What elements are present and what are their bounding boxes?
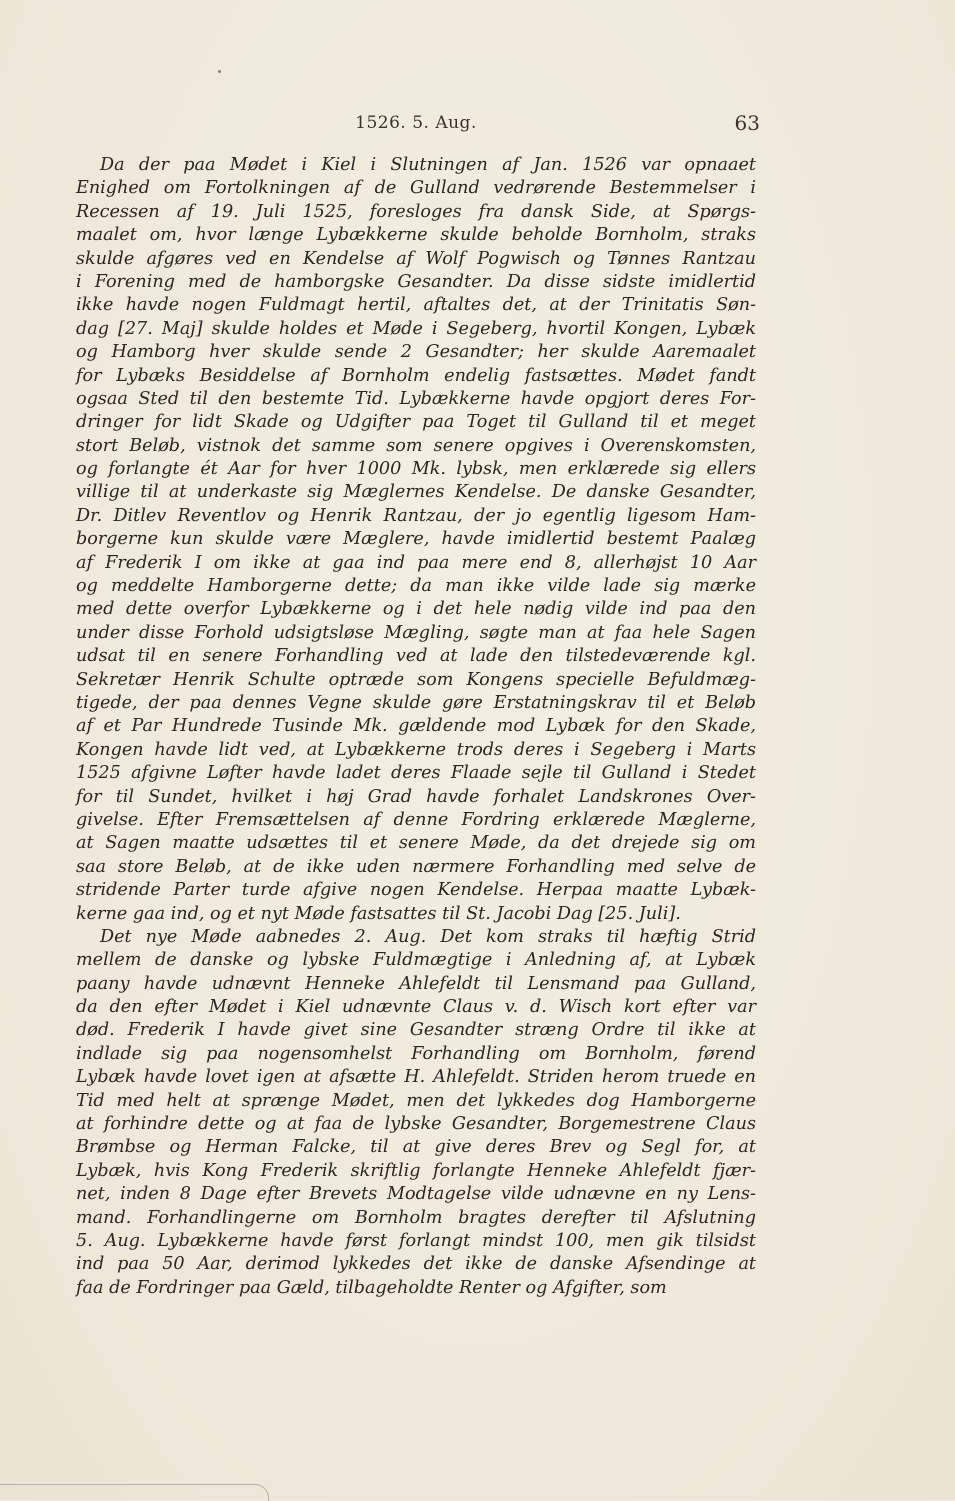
page-edge-curl	[246, 1484, 269, 1501]
text-line: udsat til en senere Forhandling ved at lade den tilstedeværende kgl.	[76, 646, 756, 667]
text-line: borgerne kun skulde være Mæglere, havde imidlertid bestemt Paalæg	[76, 529, 756, 550]
text-line: Dr. Ditlev Reventlov og Henrik Rantzau, der jo egentlig ligesom Ham-	[76, 505, 756, 526]
text-line: død. Frederik I havde givet sine Gesandter stræng Ordre til ikke at	[76, 1020, 756, 1041]
text-line: Tid med helt at sprænge Mødet, men det lykkedes dog Hamborgerne	[76, 1090, 756, 1111]
text-line: mand. Forhandlingerne om Bornholm bragtes derefter til Afslutning	[76, 1207, 756, 1228]
text-line: tigede, der paa dennes Vegne skulde gøre Erstatningskrav til et Beløb	[76, 692, 756, 713]
text-line: indlade sig paa nogensomhelst Forhandling om Bornholm, førend	[76, 1043, 756, 1064]
text-line: af Frederik I om ikke at gaa ind paa mere end 8, allerhøjst 10 Aar	[76, 552, 756, 573]
text-line: maalet om, hvor længe Lybækkerne skulde beholde Bornholm, straks	[76, 225, 756, 246]
text-line: stort Beløb, vistnok det samme som senere opgives i Overenskomsten,	[76, 435, 756, 456]
running-head: 1526. 5. Aug.	[355, 113, 477, 133]
text-line: Sekretær Henrik Schulte optræde som Kongens specielle Befuldmæg-	[76, 669, 756, 690]
text-line: ikke havde nogen Fuldmagt hertil, aftaltes det, at der Trinitatis Søn-	[76, 295, 756, 316]
text-line: 1525 afgivne Løfter havde ladet deres Flaade sejle til Gulland i Stedet	[76, 763, 756, 784]
text-line: Lybæk, hvis Kong Frederik skriftlig forlangte Henneke Ahlefeldt fjær-	[76, 1160, 756, 1181]
text-line: Da der paa Mødet i Kiel i Slutningen af Jan. 1526 var opnaaet	[100, 155, 756, 175]
page-header	[76, 111, 760, 139]
text-line: saa store Beløb, at de ikke uden nærmere Forhandling med selve de	[76, 856, 756, 877]
text-line: Recessen af 19. Juli 1525, foresloges fra dansk Side, at Spørgs-	[76, 201, 756, 222]
text-line: da den efter Mødet i Kiel udnævnte Claus v. d. Wisch kort efter var	[76, 997, 756, 1018]
text-line: 5. Aug. Lybækkerne havde først forlangt mindst 100, men gik tilsidst	[76, 1230, 756, 1251]
text-line: at Sagen maatte udsættes til et senere Møde, da det drejede sig om	[76, 833, 756, 854]
text-line: med dette overfor Lybækkerne og i det hele nødig vilde ind paa den	[76, 599, 756, 620]
text-line: og meddelte Hamborgerne dette; da man ikke vilde lade sig mærke	[76, 576, 756, 597]
text-line: paany havde udnævnt Henneke Ahlefeldt til Lensmand paa Gulland,	[76, 973, 756, 994]
text-line: givelse. Efter Fremsættelsen af denne Fordring erklærede Mæglerne,	[76, 809, 756, 830]
text-line: net, inden 8 Dage efter Brevets Modtagelse vilde udnævne en ny Lens-	[76, 1184, 756, 1205]
text-line: Lybæk havde lovet igen at afsætte H. Ahlefeldt. Striden herom truede en	[76, 1067, 756, 1088]
text-line: skulde afgøres ved en Kendelse af Wolf Pogwisch og Tønnes Rantzau	[76, 248, 756, 269]
text-line: ind paa 50 Aar, derimod lykkedes det ikke de danske Afsendinge at	[76, 1254, 756, 1275]
body-text	[76, 154, 756, 1300]
text-line: faa de Fordringer paa Gæld, tilbageholdte Renter og Afgifter, som	[76, 1277, 667, 1298]
text-line: og forlangte ét Aar for hver 1000 Mk. lybsk, men erklærede sig ellers	[76, 459, 756, 480]
text-line: stridende Parter turde afgive nogen Kendelse. Herpaa maatte Lybæk-	[76, 880, 756, 901]
text-line: kerne gaa ind, og et nyt Møde fastsattes til St. Jacobi Dag [25. Juli].	[76, 903, 681, 924]
text-line: ogsaa Sted til den bestemte Tid. Lybækkerne havde opgjort deres For-	[76, 388, 756, 409]
text-line: dag [27. Maj] skulde holdes et Møde i Segeberg, hvortil Kongen, Lybæk	[76, 318, 756, 339]
text-line: Kongen havde lidt ved, at Lybækkerne trods deres i Segeberg i Marts	[76, 739, 756, 760]
text-line: dringer for lidt Skade og Udgifter paa Toget til Gulland til et meget	[76, 412, 756, 433]
text-line: for Lybæks Besiddelse af Bornholm endelig fastsættes. Mødet fandt	[76, 365, 756, 386]
text-line: at forhindre dette og at faa de lybske Gesandter, Borgemestrene Claus	[76, 1114, 756, 1135]
text-line: villige til at underkaste sig Mæglernes Kendelse. De danske Gesandter,	[76, 482, 756, 503]
text-line: og Hamborg hver skulde sende 2 Gesandter; her skulde Aaremaalet	[76, 342, 756, 363]
page-number: 63	[734, 111, 760, 135]
text-line: af et Par Hundrede Tusinde Mk. gældende mod Lybæk for den Skade,	[76, 716, 756, 737]
text-line: Brømbse og Herman Falcke, til at give deres Brev og Segl for, at	[76, 1137, 756, 1158]
text-line: for til Sundet, hvilket i høj Grad havde forhalet Landskrones Over-	[76, 786, 756, 807]
text-line: mellem de danske og lybske Fuldmægtige i Anledning af, at Lybæk	[76, 950, 756, 971]
text-line: Det nye Møde aabnedes 2. Aug. Det kom straks til hæftig Strid	[100, 926, 756, 947]
text-line: Enighed om Fortolkningen af de Gulland vedrørende Bestemmelser i	[76, 178, 756, 199]
text-line: i Forening med de hamborgske Gesandter. Da disse sidste imidlertid	[76, 271, 756, 292]
text-line: under disse Forhold udsigtsløse Mægling, søgte man at faa hele Sagen	[76, 622, 756, 643]
page-edge-line	[0, 1484, 258, 1485]
paper-speck	[218, 70, 221, 73]
